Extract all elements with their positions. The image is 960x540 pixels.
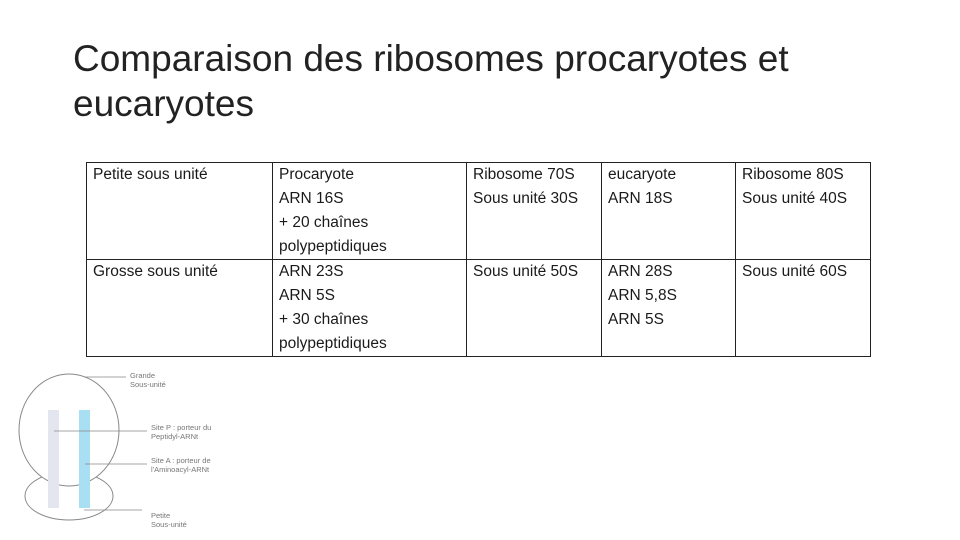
cell-line: ARN 16S	[279, 190, 344, 207]
cell-line: Sous unité 50S	[473, 263, 579, 280]
label-grande-1: Grande	[130, 371, 156, 380]
cell-eucaryote-sous-unite-grosse	[736, 260, 871, 357]
large-subunit-shape	[19, 374, 119, 486]
row-label-grosse: Grosse sous unité	[87, 260, 273, 357]
cell-line: eucaryote	[608, 166, 677, 183]
cell-line: + 20 chaînes	[279, 214, 369, 231]
comparison-table	[86, 162, 871, 357]
label-site-a-2: l'Aminoacyl-ARNt	[151, 465, 210, 474]
label-site-a-1: Site A : porteur de	[151, 456, 211, 465]
label-site-p-1: Site P : porteur du	[151, 423, 212, 432]
cell-line: Sous unité 60S	[742, 263, 848, 280]
row-label-petite: Petite sous unité	[87, 163, 273, 260]
cell-line: Procaryote	[279, 166, 354, 183]
cell-eucaryote-arn-petite	[602, 163, 736, 260]
ribosome-diagram	[14, 368, 244, 538]
cell-eucaryote-arn-grosse	[602, 260, 736, 357]
label-petite-1: Petite	[151, 511, 171, 520]
cell-line: Sous unité 40S	[742, 190, 848, 207]
cell-line: + 30 chaînes	[279, 311, 369, 328]
cell-eucaryote-sous-unite-petite	[736, 163, 871, 260]
site-a-bar	[79, 410, 90, 508]
cell-procaryote-sous-unite-grosse	[467, 260, 602, 357]
cell-line: polypeptidiques	[279, 238, 387, 255]
cell-line: ARN 5S	[608, 311, 664, 328]
cell-line: ARN 18S	[608, 190, 673, 207]
cell-procaryote-sous-unite-petite	[467, 163, 602, 260]
cell-line: Ribosome 70S	[473, 166, 575, 183]
cell-line: ARN 5,8S	[608, 287, 677, 304]
label-site-p-2: Peptidyl-ARNt	[151, 432, 199, 441]
slide-title: Comparaison des ribosomes procaryotes et eucaryotes	[73, 38, 789, 124]
cell-line: Sous unité 30S	[473, 190, 579, 207]
cell-line: Ribosome 80S	[742, 166, 844, 183]
table-row-petite	[87, 163, 871, 260]
cell-line: ARN 5S	[279, 287, 335, 304]
cell-procaryote-arn-petite	[273, 163, 467, 260]
site-p-bar	[48, 410, 59, 508]
label-petite-2: Sous-unité	[151, 520, 187, 529]
label-grande-2: Sous-unité	[130, 380, 166, 389]
cell-procaryote-arn-grosse	[273, 260, 467, 357]
table-row-grosse	[87, 260, 871, 357]
cell-line: ARN 28S	[608, 263, 673, 280]
cell-line: ARN 23S	[279, 263, 344, 280]
cell-line: polypeptidiques	[279, 335, 387, 352]
